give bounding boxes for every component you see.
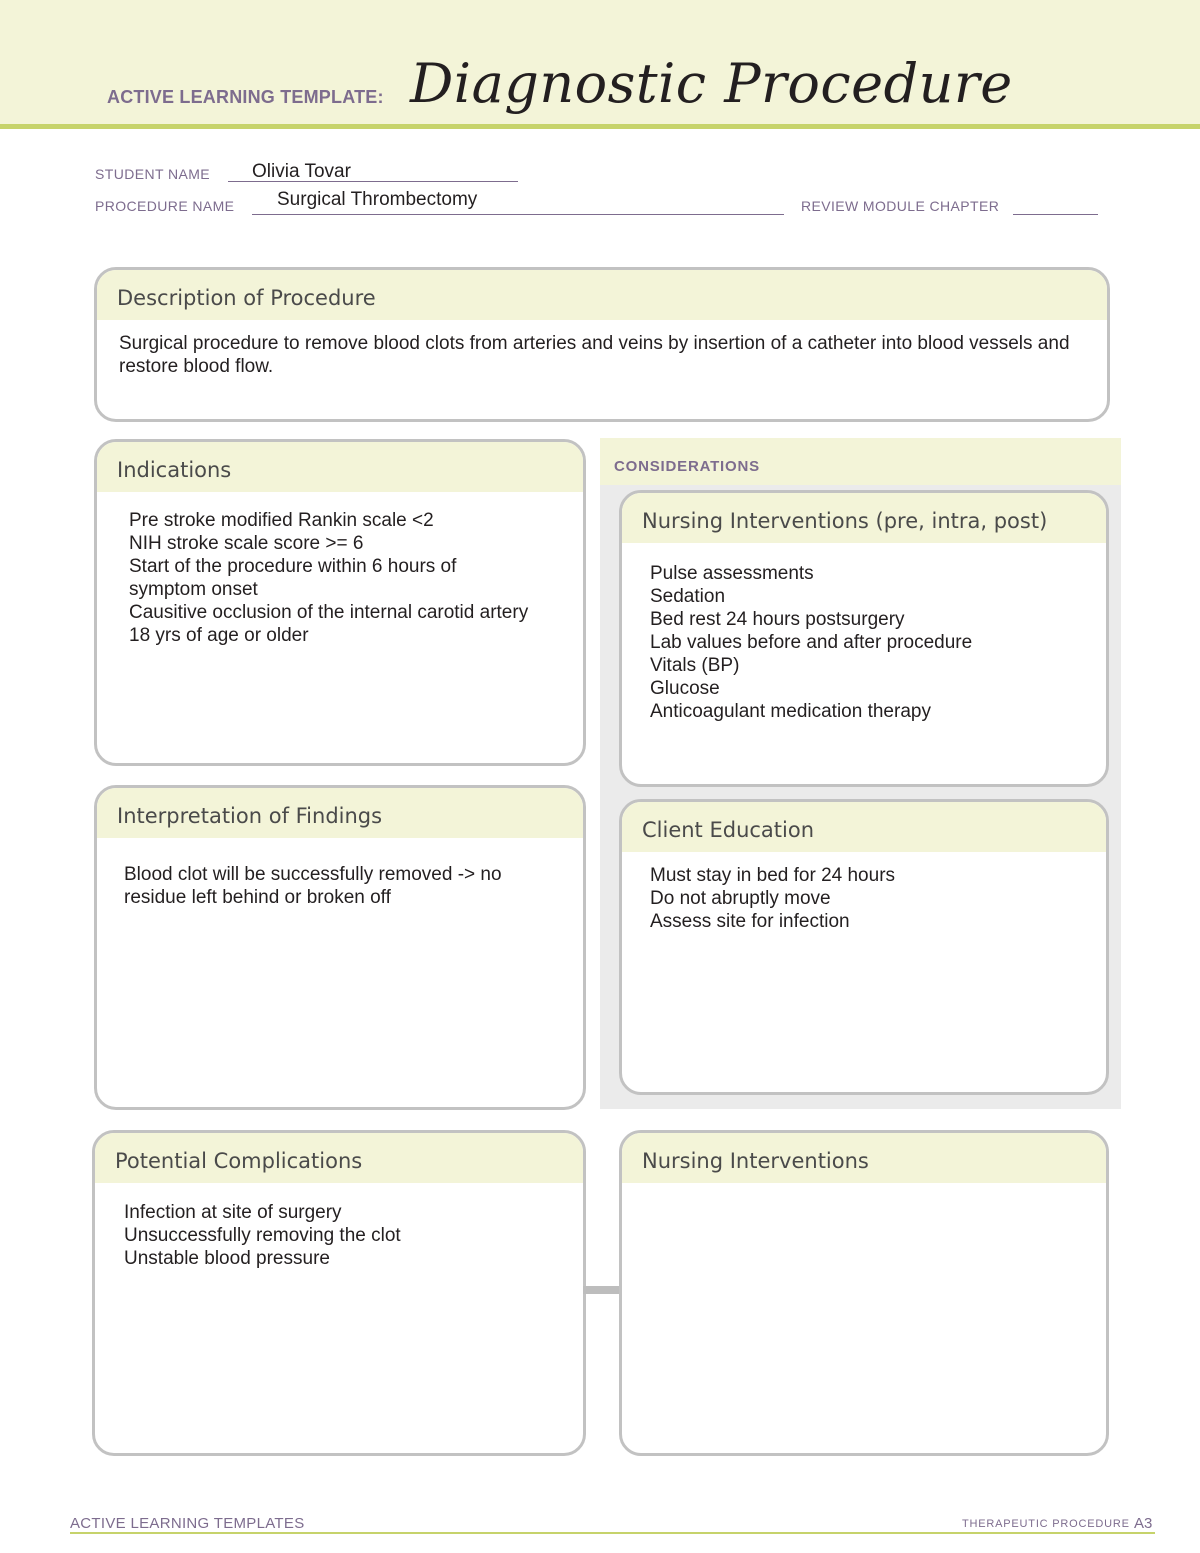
nursing-interventions-pip-line: Bed rest 24 hours postsurgery [650, 609, 905, 630]
nursing-interventions-header [622, 1133, 1106, 1183]
description-line: Surgical procedure to remove blood clots from arteries and veins by insertion of a catheter into blood vessels and [119, 333, 1070, 354]
template-label: ACTIVE LEARNING TEMPLATE: [107, 87, 384, 107]
complications-title: Potential Complications [115, 1149, 363, 1173]
student-name-field[interactable]: Olivia Tovar [252, 161, 351, 182]
complications-line: Unstable blood pressure [124, 1248, 330, 1269]
nursing-interventions-pip-line: Sedation [650, 586, 726, 607]
client-education-line: Assess site for infection [650, 911, 850, 932]
interpretation-card-header [97, 788, 583, 838]
description-card-header [97, 270, 1107, 320]
interpretation-line: residue left behind or broken off [124, 887, 391, 908]
nursing-interventions-pip-line: Pulse assessments [650, 563, 814, 584]
nursing-interventions-text[interactable] [622, 1183, 1106, 1450]
indications-card [94, 439, 586, 766]
indications-text[interactable] [129, 509, 528, 647]
nursing-interventions-pip-line: Lab values before and after procedure [650, 632, 973, 653]
indications-line: 18 yrs of age or older [129, 625, 309, 646]
indications-card-header [97, 442, 583, 492]
complications-card [92, 1130, 586, 1456]
complications-text[interactable] [124, 1201, 401, 1270]
indications-line: Start of the procedure within 6 hours of [129, 556, 457, 577]
nursing-interventions-card [619, 1130, 1109, 1456]
page-title: Diagnostic Procedure [410, 52, 1013, 115]
nursing-interventions-pip-line: Glucose [650, 678, 720, 699]
interpretation-text[interactable] [124, 863, 502, 909]
client-education-line: Do not abruptly move [650, 888, 831, 909]
footer-left-label: ACTIVE LEARNING TEMPLATES [70, 1515, 305, 1532]
complications-card-header [95, 1133, 583, 1183]
indications-line: NIH stroke scale score >= 6 [129, 533, 364, 554]
footer-right-label: THERAPEUTIC PROCEDURE [962, 1518, 1130, 1530]
student-name-label: STUDENT NAME [95, 166, 210, 182]
considerations-label: CONSIDERATIONS [614, 458, 760, 475]
procedure-name-underline [252, 214, 784, 215]
nursing-interventions-title: Nursing Interventions [642, 1149, 869, 1173]
nursing-interventions-pip-text[interactable] [650, 562, 972, 723]
procedure-name-label: PROCEDURE NAME [95, 198, 235, 214]
footer-divider [70, 1532, 1155, 1534]
client-education-title: Client Education [642, 818, 815, 842]
complications-line: Infection at site of surgery [124, 1202, 342, 1223]
interpretation-line: Blood clot will be successfully removed -> no [124, 864, 502, 885]
indications-title: Indications [117, 458, 232, 482]
nursing-interventions-pip-card [619, 490, 1109, 787]
client-education-line: Must stay in bed for 24 hours [650, 865, 896, 886]
card-connector [583, 1286, 620, 1294]
indications-line: symptom onset [129, 579, 258, 600]
interpretation-card [94, 785, 586, 1110]
client-education-header [622, 802, 1106, 852]
nursing-interventions-pip-header [622, 493, 1106, 543]
description-text[interactable] [119, 332, 1070, 378]
review-module-label: REVIEW MODULE CHAPTER [801, 198, 1000, 214]
description-title: Description of Procedure [117, 286, 376, 310]
interpretation-title: Interpretation of Findings [117, 804, 383, 828]
indications-line: Causitive occlusion of the internal carotid artery [129, 602, 529, 623]
client-education-card [619, 799, 1109, 1095]
nursing-interventions-pip-line: Anticoagulant medication therapy [650, 701, 931, 722]
procedure-name-field[interactable]: Surgical Thrombectomy [277, 189, 478, 210]
review-module-field[interactable] [1013, 214, 1098, 215]
nursing-interventions-pip-title: Nursing Interventions (pre, intra, post) [642, 509, 1048, 533]
client-education-text[interactable] [650, 864, 895, 933]
description-card [94, 267, 1110, 422]
nursing-interventions-pip-line: Vitals (BP) [650, 655, 740, 676]
page-number: A3 [1134, 1515, 1153, 1532]
description-line: restore blood flow. [119, 356, 274, 377]
indications-line: Pre stroke modified Rankin scale <2 [129, 510, 434, 531]
complications-line: Unsuccessfully removing the clot [124, 1225, 401, 1246]
